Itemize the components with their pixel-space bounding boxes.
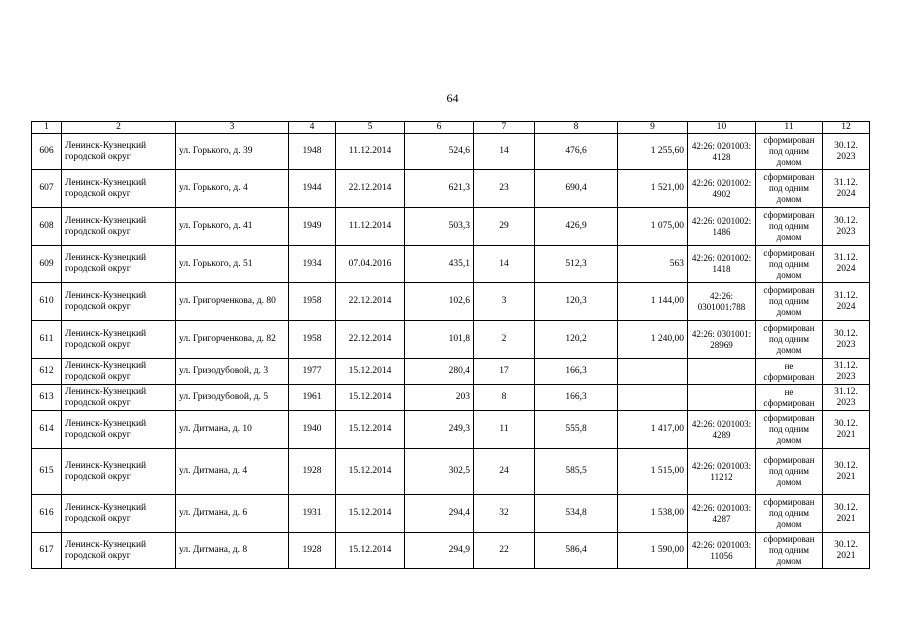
column-number: 10 <box>688 122 756 134</box>
land-status-cell: сформирован под одним домом <box>756 533 823 569</box>
land-status-cell: не сформирован <box>756 385 823 411</box>
table-row <box>32 321 870 359</box>
table-row <box>32 385 870 411</box>
year-built-cell: 1949 <box>289 208 336 246</box>
municipality-cell: Ленинск-Кузнецкий городской округ <box>62 533 176 569</box>
residents-count-cell: 8 <box>474 385 535 411</box>
land-area-cell: 476,6 <box>535 134 618 170</box>
table-row <box>32 533 870 569</box>
land-status-cell: сформирован под одним домом <box>756 134 823 170</box>
page-number: 64 <box>446 91 459 105</box>
cadastral-number-cell: 42:26: 0201003: 11212 <box>688 449 756 495</box>
land-status-cell: сформирован под одним домом <box>756 246 823 283</box>
deadline-cell: 30.12. 2023 <box>823 208 870 246</box>
total-area-cell: 203 <box>405 385 474 411</box>
cadastral-number-cell: 42:26: 0201003: 4287 <box>688 495 756 533</box>
table-row <box>32 449 870 495</box>
address-cell: ул. Гризодубовой, д. 5 <box>176 385 289 411</box>
cadastral-number-cell: 42:26: 0301001:788 <box>688 283 756 321</box>
row-number-cell: 611 <box>32 321 62 359</box>
row-number-cell: 615 <box>32 449 62 495</box>
deadline-cell: 31.12. 2024 <box>823 170 870 208</box>
municipality-cell: Ленинск-Кузнецкий городской округ <box>62 449 176 495</box>
residents-count-cell: 24 <box>474 449 535 495</box>
column-number: 7 <box>474 122 535 134</box>
table-row <box>32 134 870 170</box>
total-area-cell: 621,3 <box>405 170 474 208</box>
inclusion-date-cell: 15.12.2014 <box>336 533 405 569</box>
residents-count-cell: 17 <box>474 359 535 385</box>
deadline-cell: 31.12. 2023 <box>823 385 870 411</box>
year-built-cell: 1928 <box>289 449 336 495</box>
land-area-cell: 120,3 <box>535 283 618 321</box>
municipality-cell: Ленинск-Кузнецкий городской округ <box>62 170 176 208</box>
deadline-cell: 30.12. 2021 <box>823 533 870 569</box>
land-area-cell: 166,3 <box>535 385 618 411</box>
deadline-cell: 30.12. 2021 <box>823 411 870 449</box>
land-status-cell: сформирован под одним домом <box>756 411 823 449</box>
deadline-cell: 31.12. 2024 <box>823 246 870 283</box>
value-cell: 1 521,00 <box>618 170 688 208</box>
land-status-cell: сформирован под одним домом <box>756 321 823 359</box>
land-area-cell: 166,3 <box>535 359 618 385</box>
housing-registry-table <box>31 121 870 569</box>
residents-count-cell: 32 <box>474 495 535 533</box>
residents-count-cell: 2 <box>474 321 535 359</box>
address-cell: ул. Григорченкова, д. 82 <box>176 321 289 359</box>
address-cell: ул. Дитмана, д. 10 <box>176 411 289 449</box>
value-cell <box>618 385 688 411</box>
cadastral-number-cell <box>688 359 756 385</box>
row-number-cell: 617 <box>32 533 62 569</box>
total-area-cell: 102,6 <box>405 283 474 321</box>
year-built-cell: 1961 <box>289 385 336 411</box>
cadastral-number-cell: 42:26: 0201003: 11056 <box>688 533 756 569</box>
value-cell: 1 240,00 <box>618 321 688 359</box>
year-built-cell: 1958 <box>289 321 336 359</box>
year-built-cell: 1934 <box>289 246 336 283</box>
deadline-cell: 30.12. 2023 <box>823 134 870 170</box>
deadline-cell: 31.12. 2024 <box>823 283 870 321</box>
inclusion-date-cell: 11.12.2014 <box>336 134 405 170</box>
row-number-cell: 614 <box>32 411 62 449</box>
residents-count-cell: 14 <box>474 246 535 283</box>
inclusion-date-cell: 15.12.2014 <box>336 495 405 533</box>
value-cell: 1 075,00 <box>618 208 688 246</box>
column-number: 6 <box>405 122 474 134</box>
inclusion-date-cell: 11.12.2014 <box>336 208 405 246</box>
land-area-cell: 585,5 <box>535 449 618 495</box>
total-area-cell: 249,3 <box>405 411 474 449</box>
address-cell: ул. Григорченкова, д. 80 <box>176 283 289 321</box>
row-number-cell: 608 <box>32 208 62 246</box>
cadastral-number-cell: 42:26: 0201002: 1486 <box>688 208 756 246</box>
row-number-cell: 610 <box>32 283 62 321</box>
table-row <box>32 246 870 283</box>
total-area-cell: 101,8 <box>405 321 474 359</box>
column-number: 4 <box>289 122 336 134</box>
column-number: 11 <box>756 122 823 134</box>
total-area-cell: 503,3 <box>405 208 474 246</box>
address-cell: ул. Горького, д. 41 <box>176 208 289 246</box>
total-area-cell: 524,6 <box>405 134 474 170</box>
address-cell: ул. Дитмана, д. 8 <box>176 533 289 569</box>
land-status-cell: не сформирован <box>756 359 823 385</box>
column-number: 9 <box>618 122 688 134</box>
address-cell: ул. Дитмана, д. 6 <box>176 495 289 533</box>
value-cell <box>618 359 688 385</box>
residents-count-cell: 22 <box>474 533 535 569</box>
address-cell: ул. Гризодубовой, д. 3 <box>176 359 289 385</box>
land-status-cell: сформирован под одним домом <box>756 495 823 533</box>
land-area-cell: 512,3 <box>535 246 618 283</box>
deadline-cell: 31.12. 2023 <box>823 359 870 385</box>
total-area-cell: 280,4 <box>405 359 474 385</box>
residents-count-cell: 3 <box>474 283 535 321</box>
municipality-cell: Ленинск-Кузнецкий городской округ <box>62 246 176 283</box>
column-number: 3 <box>176 122 289 134</box>
inclusion-date-cell: 15.12.2014 <box>336 449 405 495</box>
value-cell: 1 515,00 <box>618 449 688 495</box>
municipality-cell: Ленинск-Кузнецкий городской округ <box>62 359 176 385</box>
inclusion-date-cell: 22.12.2014 <box>336 283 405 321</box>
municipality-cell: Ленинск-Кузнецкий городской округ <box>62 283 176 321</box>
inclusion-date-cell: 22.12.2014 <box>336 170 405 208</box>
year-built-cell: 1944 <box>289 170 336 208</box>
land-area-cell: 426,9 <box>535 208 618 246</box>
cadastral-number-cell: 42:26: 0301001: 28969 <box>688 321 756 359</box>
total-area-cell: 435,1 <box>405 246 474 283</box>
value-cell: 563 <box>618 246 688 283</box>
value-cell: 1 144,00 <box>618 283 688 321</box>
cadastral-number-cell <box>688 385 756 411</box>
total-area-cell: 294,9 <box>405 533 474 569</box>
column-number: 1 <box>32 122 62 134</box>
land-status-cell: сформирован под одним домом <box>756 170 823 208</box>
column-number: 8 <box>535 122 618 134</box>
row-number-cell: 607 <box>32 170 62 208</box>
inclusion-date-cell: 15.12.2014 <box>336 411 405 449</box>
land-area-cell: 690,4 <box>535 170 618 208</box>
year-built-cell: 1940 <box>289 411 336 449</box>
land-area-cell: 555,8 <box>535 411 618 449</box>
column-number: 2 <box>62 122 176 134</box>
column-number: 5 <box>336 122 405 134</box>
address-cell: ул. Горького, д. 4 <box>176 170 289 208</box>
municipality-cell: Ленинск-Кузнецкий городской округ <box>62 385 176 411</box>
land-status-cell: сформирован под одним домом <box>756 449 823 495</box>
table-row <box>32 170 870 208</box>
table-row <box>32 208 870 246</box>
year-built-cell: 1958 <box>289 283 336 321</box>
land-area-cell: 534,8 <box>535 495 618 533</box>
municipality-cell: Ленинск-Кузнецкий городской округ <box>62 134 176 170</box>
row-number-cell: 616 <box>32 495 62 533</box>
address-cell: ул. Дитмана, д. 4 <box>176 449 289 495</box>
inclusion-date-cell: 15.12.2014 <box>336 385 405 411</box>
total-area-cell: 294,4 <box>405 495 474 533</box>
municipality-cell: Ленинск-Кузнецкий городской округ <box>62 321 176 359</box>
deadline-cell: 30.12. 2023 <box>823 321 870 359</box>
residents-count-cell: 14 <box>474 134 535 170</box>
year-built-cell: 1931 <box>289 495 336 533</box>
value-cell: 1 590,00 <box>618 533 688 569</box>
cadastral-number-cell: 42:26: 0201003: 4289 <box>688 411 756 449</box>
municipality-cell: Ленинск-Кузнецкий городской округ <box>62 495 176 533</box>
row-number-cell: 613 <box>32 385 62 411</box>
table-row <box>32 359 870 385</box>
cadastral-number-cell: 42:26: 0201002: 1418 <box>688 246 756 283</box>
year-built-cell: 1948 <box>289 134 336 170</box>
inclusion-date-cell: 15.12.2014 <box>336 359 405 385</box>
deadline-cell: 30.12. 2021 <box>823 449 870 495</box>
column-number: 12 <box>823 122 870 134</box>
deadline-cell: 30.12. 2021 <box>823 495 870 533</box>
year-built-cell: 1977 <box>289 359 336 385</box>
land-status-cell: сформирован под одним домом <box>756 283 823 321</box>
address-cell: ул. Горького, д. 39 <box>176 134 289 170</box>
land-status-cell: сформирован под одним домом <box>756 208 823 246</box>
address-cell: ул. Горького, д. 51 <box>176 246 289 283</box>
table-row <box>32 495 870 533</box>
land-area-cell: 120,2 <box>535 321 618 359</box>
inclusion-date-cell: 22.12.2014 <box>336 321 405 359</box>
inclusion-date-cell: 07.04.2016 <box>336 246 405 283</box>
value-cell: 1 417,00 <box>618 411 688 449</box>
residents-count-cell: 23 <box>474 170 535 208</box>
table-row <box>32 411 870 449</box>
cadastral-number-cell: 42:26: 0201003: 4128 <box>688 134 756 170</box>
row-number-cell: 606 <box>32 134 62 170</box>
row-number-cell: 609 <box>32 246 62 283</box>
year-built-cell: 1928 <box>289 533 336 569</box>
municipality-cell: Ленинск-Кузнецкий городской округ <box>62 411 176 449</box>
total-area-cell: 302,5 <box>405 449 474 495</box>
cadastral-number-cell: 42:26: 0201002: 4902 <box>688 170 756 208</box>
row-number-cell: 612 <box>32 359 62 385</box>
value-cell: 1 255,60 <box>618 134 688 170</box>
municipality-cell: Ленинск-Кузнецкий городской округ <box>62 208 176 246</box>
value-cell: 1 538,00 <box>618 495 688 533</box>
residents-count-cell: 29 <box>474 208 535 246</box>
residents-count-cell: 11 <box>474 411 535 449</box>
column-number-row <box>32 122 870 134</box>
table-row <box>32 283 870 321</box>
land-area-cell: 586,4 <box>535 533 618 569</box>
